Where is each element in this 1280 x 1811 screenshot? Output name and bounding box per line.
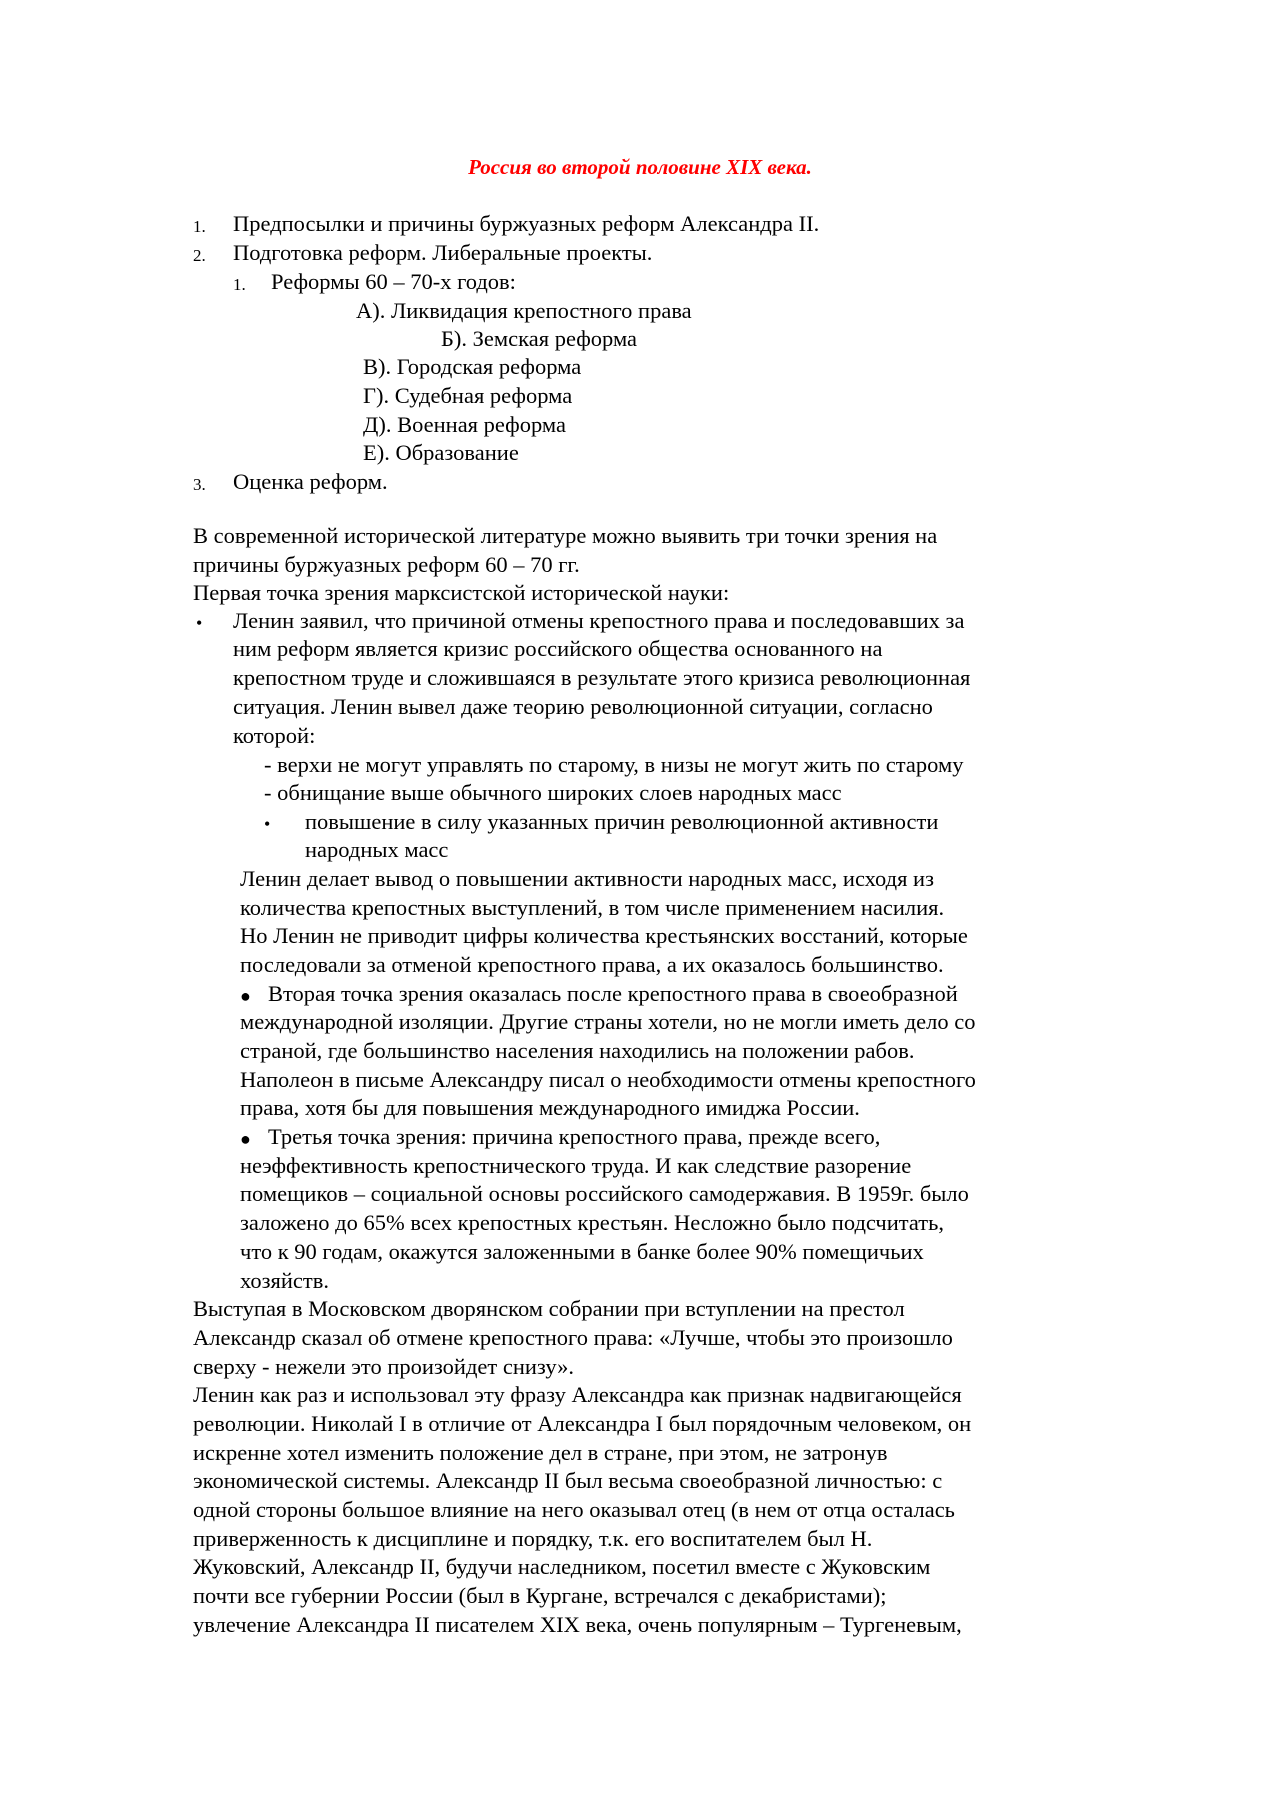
text-line: права, хотя бы для повышения международного имиджа России. [240,1095,860,1120]
text-line: Наполеон в письме Александру писал о необходимости отмены крепостного [240,1067,976,1092]
text-line: Вторая точка зрения оказалась после крепостного права в своеобразной [268,981,958,1006]
text-line: неэффективность крепостнического труда. И как следствие разорение [240,1153,912,1178]
text-line: Ленин как раз и использовал эту фразу Александра как признак надвигающейся [193,1382,962,1407]
condition-line: повышение в силу указанных причин революционной активности [305,809,939,834]
outline-sub-item: В). Городская реформа [363,354,582,379]
text-line: помещиков – социальной основы российского самодержавия. В 1959г. было [240,1181,969,1206]
text-line: крепостном труде и сложившаяся в результате этого кризиса революционная [233,665,971,690]
condition-line: народных масс [305,837,449,862]
text-line: искренне хотел изменить положение дел в стране, при этом, не затронув [193,1440,888,1465]
text-line: количества крепостных выступлений, в том числе применением насилия. [240,895,945,920]
text-line: революции. Николай I в отличие от Александра I был порядочным человеком, он [193,1411,972,1436]
outline-item: Подготовка реформ. Либеральные проекты. [233,240,653,265]
text-line: которой: [233,723,316,748]
outline-sub-item: Д). Военная реформа [363,412,566,437]
outline-item: Реформы 60 – 70-х годов: [271,269,516,294]
outline-number: 1. [233,275,246,294]
text-line: причины буржуазных реформ 60 – 70 гг. [193,552,580,577]
outline-sub-item: Б). Земская реформа [441,326,638,351]
outline-number: 3. [193,475,206,494]
condition-line: - верхи не могут управлять по старому, в низы не могут жить по старому [264,752,964,777]
bullet-marker: • [264,814,271,834]
text-line: международной изоляции. Другие страны хотели, но не могли иметь дело со [240,1009,976,1034]
text-line: Но Ленин не приводит цифры количества крестьянских восстаний, которые [240,923,968,948]
text-line: приверженность к дисциплине и порядку, т.к. его воспитателем был Н. [193,1526,873,1551]
text-line: Выступая в Московском дворянском собрании при вступлении на престол [193,1296,905,1321]
text-line: Ленин делает вывод о повышении активности народных масс, исходя из [240,866,934,891]
text-line: что к 90 годам, окажутся заложенными в банке более 90% помещичьих [240,1239,924,1264]
text-line: почти все губернии России (был в Кургане, встречался с декабристами); [193,1583,887,1608]
outline-item: Оценка реформ. [233,469,388,494]
text-line: Жуковский, Александр II, будучи наследником, посетил вместе с Жуковским [193,1554,931,1579]
bullet-marker: ● [240,1129,251,1149]
bullet-marker: • [196,613,203,633]
outline-number: 2. [193,246,206,265]
text-line: Александр сказал об отмене крепостного права: «Лучше, чтобы это произошло [193,1325,953,1350]
text-line: ситуация. Ленин вывел даже теорию революционной ситуации, согласно [233,694,933,719]
text-line: Ленин заявил, что причиной отмены крепостного права и последовавших за [233,608,965,633]
condition-line: - обнищание выше обычного широких слоев народных масс [264,780,842,805]
outline-number: 1. [193,217,206,236]
outline-sub-item: Г). Судебная реформа [363,383,573,408]
text-line: увлечение Александра II писателем XIX века, очень популярным – Тургеневым, [193,1612,962,1637]
bullet-marker: ● [240,986,251,1006]
text-line: последовали за отменой крепостного права, а их оказалось большинство. [240,952,944,977]
text-line: В современной исторической литературе можно выявить три точки зрения на [193,523,938,548]
text-line: заложено до 65% всех крепостных крестьян. Несложно было подсчитать, [240,1210,945,1235]
text-line: Первая точка зрения марксистской исторической науки: [193,580,730,605]
outline-item: Предпосылки и причины буржуазных реформ Александра II. [233,211,820,236]
outline-sub-item: А). Ликвидация крепостного права [356,298,692,323]
text-line: сверху - нежели это произойдет снизу». [193,1354,575,1379]
document-title: Россия во второй половине XIX века. [468,155,812,179]
text-line: одной стороны большое влияние на него оказывал отец (в нем от отца осталась [193,1497,955,1522]
outline-sub-item: Е). Образование [363,440,519,465]
text-line: хозяйств. [240,1268,329,1293]
text-line: экономической системы. Александр II был весьма своеобразной личностью: с [193,1468,943,1493]
text-line: Третья точка зрения: причина крепостного права, прежде всего, [268,1124,881,1149]
text-line: страной, где большинство населения находились на положении рабов. [240,1038,915,1063]
text-line: ним реформ является кризис российского общества основанного на [233,636,883,661]
